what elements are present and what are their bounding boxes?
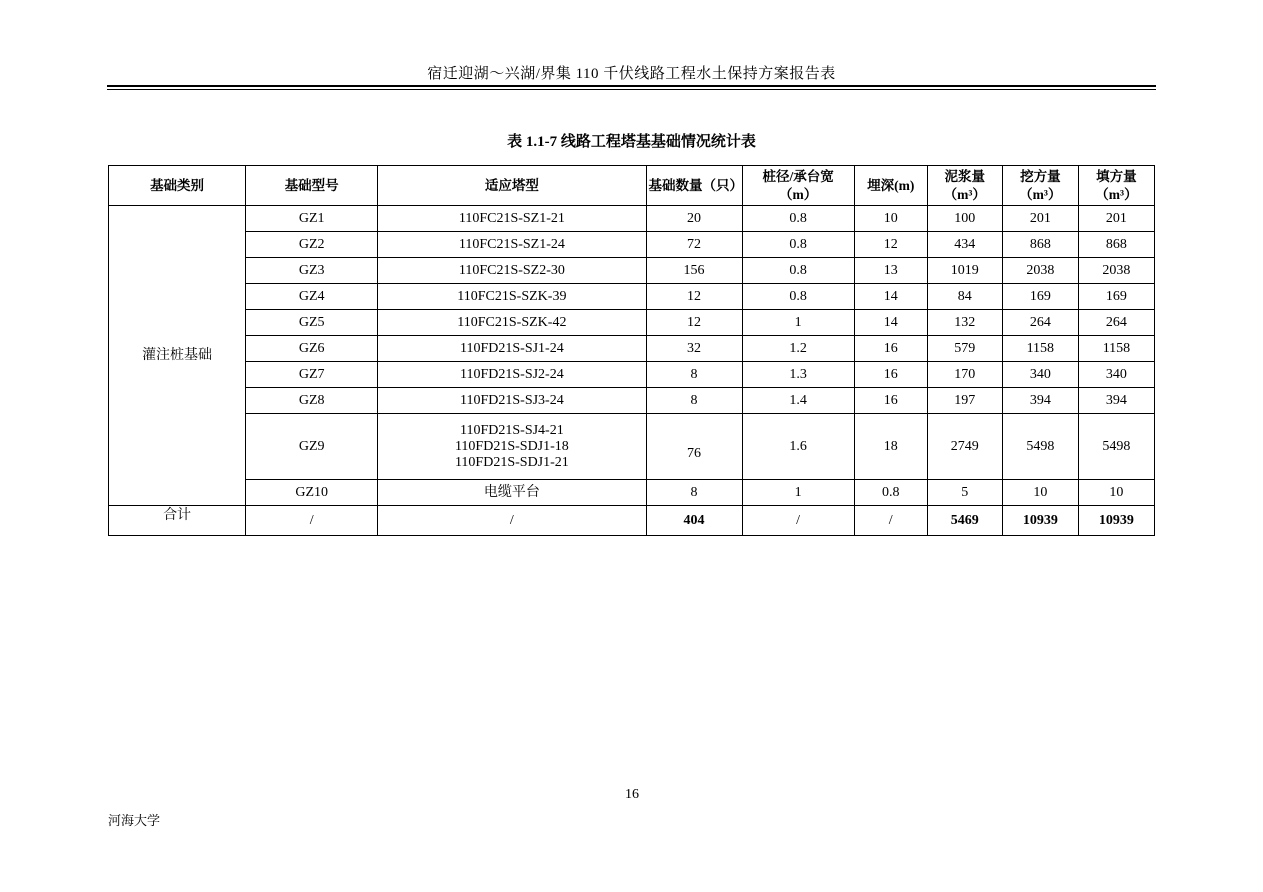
- diameter-cell: 0.8: [742, 284, 854, 310]
- total-cut-cell: 10939: [1002, 506, 1078, 536]
- fill-cell: 264: [1078, 310, 1154, 336]
- header-diameter: [742, 166, 854, 206]
- header-cut: [1002, 166, 1078, 206]
- quantity-cell: 76: [646, 414, 742, 480]
- header-cut-line1: 挖方量: [1020, 168, 1061, 184]
- fill-cell: 201: [1078, 206, 1154, 232]
- quantity-cell: 72: [646, 232, 742, 258]
- cut-cell: 169: [1002, 284, 1078, 310]
- depth-cell: 16: [854, 388, 927, 414]
- model-cell: GZ3: [246, 258, 378, 284]
- quantity-cell: 12: [646, 284, 742, 310]
- model-cell: GZ9: [246, 414, 378, 480]
- mud-cell: 84: [927, 284, 1002, 310]
- fill-cell: 169: [1078, 284, 1154, 310]
- diameter-cell: 1.6: [742, 414, 854, 480]
- depth-cell: 0.8: [854, 480, 927, 506]
- quantity-cell: 156: [646, 258, 742, 284]
- header-mud-unit: （m³）: [943, 186, 986, 202]
- diameter-cell: 1.2: [742, 336, 854, 362]
- total-fill-cell: 10939: [1078, 506, 1154, 536]
- quantity-cell: 8: [646, 362, 742, 388]
- header-model: 基础型号: [246, 166, 378, 206]
- quantity-cell: 20: [646, 206, 742, 232]
- tower-type-cell: [378, 414, 646, 480]
- depth-cell: 18: [854, 414, 927, 480]
- table-row: [109, 480, 1155, 506]
- tower-type-cell: 110FD21S-SJ3-24: [378, 388, 646, 414]
- table-row: [109, 258, 1155, 284]
- depth-cell: 13: [854, 258, 927, 284]
- tower-foundation-table: [108, 165, 1155, 536]
- mud-cell: 197: [927, 388, 1002, 414]
- footer-organization: 河海大学: [108, 813, 161, 828]
- tower-type-cell: 110FC21S-SZ2-30: [378, 258, 646, 284]
- table-row: [109, 284, 1155, 310]
- quantity-cell: 12: [646, 310, 742, 336]
- table-row: [109, 310, 1155, 336]
- header-mud-line1: 泥浆量: [944, 168, 986, 184]
- total-model-cell: /: [246, 506, 378, 536]
- header-fill-unit: （m³）: [1095, 186, 1138, 202]
- diameter-cell: 1.3: [742, 362, 854, 388]
- fill-cell: 1158: [1078, 336, 1154, 362]
- cut-cell: 340: [1002, 362, 1078, 388]
- header-fill-line1: 填方量: [1096, 168, 1137, 184]
- model-cell: GZ2: [246, 232, 378, 258]
- tower-type-line: 110FD21S-SDJ1-21: [454, 454, 569, 470]
- total-row: [109, 506, 1155, 536]
- model-cell: GZ8: [246, 388, 378, 414]
- mud-cell: 434: [927, 232, 1002, 258]
- model-cell: GZ6: [246, 336, 378, 362]
- cut-cell: 201: [1002, 206, 1078, 232]
- model-cell: GZ4: [246, 284, 378, 310]
- cut-cell: 1158: [1002, 336, 1078, 362]
- tower-type-cell: 110FD21S-SJ1-24: [378, 336, 646, 362]
- depth-cell: 16: [854, 336, 927, 362]
- tower-type-line: 110FD21S-SJ4-21: [460, 422, 564, 438]
- mud-cell: 132: [927, 310, 1002, 336]
- header-quantity: 基础数量（只）: [646, 166, 742, 206]
- header-rule-thin: [107, 89, 1156, 90]
- header-diameter-unit: （m）: [779, 186, 818, 202]
- depth-cell: 16: [854, 362, 927, 388]
- model-cell: GZ7: [246, 362, 378, 388]
- total-diameter-cell: /: [742, 506, 854, 536]
- table-row: [109, 206, 1155, 232]
- document-header-title: 宿迁迎湖～兴湖/界集 110 千伏线路工程水土保持方案报告表: [427, 66, 836, 82]
- mud-cell: 1019: [927, 258, 1002, 284]
- cut-cell: 5498: [1002, 414, 1078, 480]
- header-diameter-line1: 桩径/承台宽: [762, 168, 834, 184]
- tower-type-cell: 110FC21S-SZ1-24: [378, 232, 646, 258]
- header-cut-unit: （m³）: [1019, 186, 1062, 202]
- mud-cell: 2749: [927, 414, 1002, 480]
- table-row: [109, 414, 1155, 480]
- diameter-cell: 1: [742, 480, 854, 506]
- fill-cell: 868: [1078, 232, 1154, 258]
- tower-type-cell: 110FC21S-SZK-42: [378, 310, 646, 336]
- tower-type-cell: 电缆平台: [378, 480, 646, 506]
- mud-cell: 5: [927, 480, 1002, 506]
- model-cell: GZ1: [246, 206, 378, 232]
- cut-cell: 394: [1002, 388, 1078, 414]
- depth-cell: 10: [854, 206, 927, 232]
- cut-cell: 10: [1002, 480, 1078, 506]
- fill-cell: 10: [1078, 480, 1154, 506]
- depth-cell: 14: [854, 310, 927, 336]
- cut-cell: 264: [1002, 310, 1078, 336]
- table-header-row: [109, 166, 1155, 206]
- fill-cell: 2038: [1078, 258, 1154, 284]
- diameter-cell: 0.8: [742, 232, 854, 258]
- fill-cell: 5498: [1078, 414, 1154, 480]
- model-cell: GZ5: [246, 310, 378, 336]
- total-mud-cell: 5469: [927, 506, 1002, 536]
- diameter-cell: 0.8: [742, 258, 854, 284]
- diameter-cell: 0.8: [742, 206, 854, 232]
- quantity-cell: 8: [646, 480, 742, 506]
- quantity-cell: 8: [646, 388, 742, 414]
- tower-type-cell: 110FC21S-SZK-39: [378, 284, 646, 310]
- header-tower-type: 适应塔型: [378, 166, 646, 206]
- quantity-cell: 32: [646, 336, 742, 362]
- total-tower-type-cell: /: [378, 506, 646, 536]
- tower-type-cell: 110FD21S-SJ2-24: [378, 362, 646, 388]
- header-fill: [1078, 166, 1154, 206]
- mud-cell: 170: [927, 362, 1002, 388]
- table-row: [109, 232, 1155, 258]
- depth-cell: 12: [854, 232, 927, 258]
- page-number: 16: [625, 787, 639, 802]
- mud-cell: 579: [927, 336, 1002, 362]
- model-cell: GZ10: [246, 480, 378, 506]
- table-row: [109, 388, 1155, 414]
- category-cell: 灌注桩基础: [109, 206, 246, 506]
- header-depth: 埋深(m): [854, 166, 927, 206]
- table-row: [109, 336, 1155, 362]
- fill-cell: 394: [1078, 388, 1154, 414]
- total-quantity-cell: 404: [646, 506, 742, 536]
- tower-type-line: 110FD21S-SDJ1-18: [454, 438, 569, 454]
- header-mud: [927, 166, 1002, 206]
- header-rule-thick: [107, 85, 1156, 87]
- total-label: 合计: [109, 506, 246, 536]
- fill-cell: 340: [1078, 362, 1154, 388]
- table-caption: 表 1.1-7 线路工程塔基基础情况统计表: [507, 134, 756, 150]
- cut-cell: 2038: [1002, 258, 1078, 284]
- header-category: 基础类别: [109, 166, 246, 206]
- tower-type-cell: 110FC21S-SZ1-21: [378, 206, 646, 232]
- depth-cell: 14: [854, 284, 927, 310]
- total-depth-cell: /: [854, 506, 927, 536]
- mud-cell: 100: [927, 206, 1002, 232]
- cut-cell: 868: [1002, 232, 1078, 258]
- table-row: [109, 362, 1155, 388]
- diameter-cell: 1: [742, 310, 854, 336]
- diameter-cell: 1.4: [742, 388, 854, 414]
